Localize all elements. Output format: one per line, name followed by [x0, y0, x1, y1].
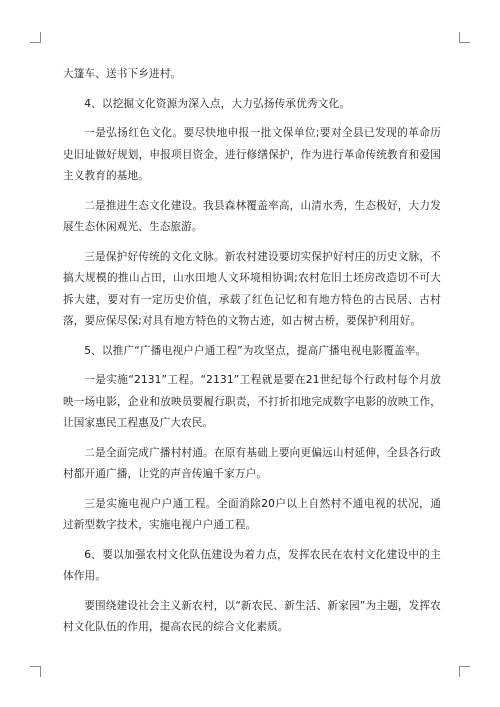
paragraph-red-culture: 一是弘扬红色文化。要尽快地申报一批文保单位;要对全县已发现的革命历史旧址做好规划，申报项目资金，进行修缮保护，作为进行革命传统教育和爱国主义教育的基地。 [63, 127, 441, 182]
paragraph-traditional-culture: 三是保护好传统的文化文脉。新农村建设要切实保护好村庄的历史文脉，不搞大规模的推山占田，山水田地人文环境相协调;农村危旧土坯房改造切不可大拆大建，要对有一定历史价值，承载了红色记忆和有地方特色的古民居、古村落，要应保尽保;对具有地方特色的文物古迹，如古树古桥，要保护利用好。 [63, 250, 441, 327]
paragraph-radio-coverage: 二是全面完成广播村村通。在原有基础上要向更偏远山村延伸，全县各行政村都开通广播，让党的声音传遍千家万户。 [63, 446, 441, 480]
section-heading-6: 6、要以加强农村文化队伍建设为着力点，发挥农民在农村文化建设中的主体作用。 [63, 548, 441, 582]
section-heading-5: 5、以推广“广播电视户户通工程”为攻坚点，提高广播电视电影覆盖率。 [84, 344, 427, 357]
crop-mark-bottom-left [30, 666, 41, 677]
paragraph-2131-project: 一是实施“2131”工程。“2131”工程就是要在21世纪每个行政村每个月放映一场电影，企业和放映员要履行职责，不打折扣地完成数字电影的放映工作，让国家惠民工程惠及广大农民。 [63, 374, 441, 429]
paragraph-cultural-team: 要围绕建设社会主义新农村，以“新农民、新生活、新家园”为主题，发挥农村文化队伍的作用，提高农民的综合文化素质。 [63, 599, 441, 633]
section-heading-4: 4、以挖掘文化资源为深入点，大力弘扬传承优秀文化。 [84, 97, 351, 110]
paragraph-continuation: 大篷车、送书下乡进村。 [63, 68, 182, 80]
crop-mark-top-left [30, 32, 41, 43]
crop-mark-top-right [459, 32, 470, 43]
paragraph-ecological-culture: 二是推进生态文化建设。我县森林覆盖率高，山清水秀，生态极好，大力发展生态休闲观光、生态旅游。 [63, 199, 441, 233]
document-body [63, 64, 441, 647]
crop-mark-bottom-right [459, 666, 470, 677]
paragraph-tv-coverage: 三是实施电视户户通工程。全面消除20户以上自然村不通电视的状况，通过新型数字技术，实施电视户户通工程。 [63, 497, 441, 531]
